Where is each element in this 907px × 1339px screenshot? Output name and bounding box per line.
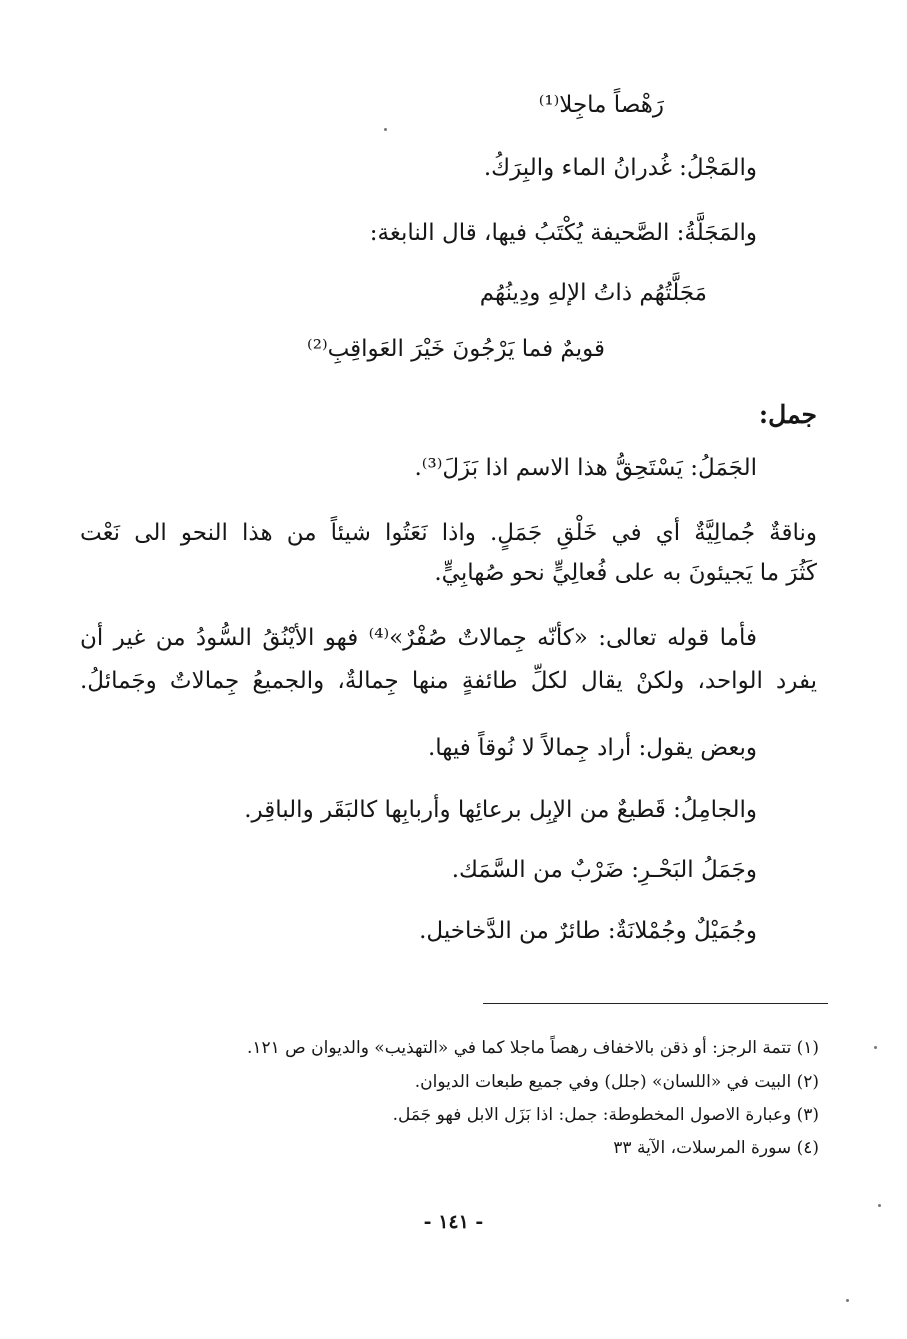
scan-speck <box>874 1046 877 1049</box>
body-line-9: وبعض يقول: أراد جِمالاً لا نُوقاً فيها. <box>427 735 757 761</box>
page-number: - ١٤١ - <box>423 1211 484 1233</box>
body-line-1: رَهْصاً ماجِلا⁽¹⁾ <box>538 92 664 118</box>
verse-hemistich-1: مَجَلَّتُهُم ذاتُ الإلهِ ودِينُهُم <box>479 280 707 306</box>
footnote-1: (١) تتمة الرجز: أو ذقن بالاخفاف رهصاً ماجلا كما في «التهذيب» والديوان ص ١٢١. <box>246 1038 819 1058</box>
body-line-4: الجَمَلُ: يَسْتَحِقُّ هذا الاسم اذا بَزَلَ⁽³⁾. <box>414 455 757 481</box>
entry-heading: جمل: <box>758 400 817 429</box>
body-line-2: والمَجْلُ: غُدرانُ الماء والبِرَكُ. <box>483 155 757 181</box>
scan-speck <box>878 1204 881 1207</box>
scan-speck <box>846 1299 849 1302</box>
footnote-3: (٣) وعبارة الاصول المخطوطة: جمل: اذا بَزَل الابل فهو جَمَل. <box>392 1105 819 1125</box>
body-line-6: كَثُرَ ما يَجيئونَ به على فُعالِيٍّ نحو صُهابِيٍّ. <box>434 560 817 586</box>
body-line-11: وجَمَلُ البَحْـرِ: ضَرْبٌ من السَّمَك. <box>451 857 757 883</box>
footnote-divider <box>483 1003 828 1004</box>
body-line-5: وناقةٌ جُمالِيَّةٌ أي في خَلْقِ جَمَلٍ. واذا نَعَتُوا شيئاً من هذا النحو الى نَعْت <box>80 520 817 546</box>
body-line-8: يفرد الواحد، ولكنْ يقال لكلِّ طائفةٍ منها جِمالةٌ، والجميعُ جِمالاتٌ وجَمائلُ. <box>80 668 817 694</box>
body-line-3: والمَجَلَّةُ: الصَّحيفة يُكْتَبُ فيها، قال النابغة: <box>369 220 757 246</box>
footnote-2: (٢) البيت في «اللسان» (جلل) وفي جميع طبعات الديوان. <box>414 1072 819 1092</box>
body-line-12: وجُمَيْلٌ وجُمْلانَةٌ: طائرٌ من الدَّخاخيل. <box>419 918 757 944</box>
body-line-10: والجامِلُ: قَطيعٌ من الإبِل برعائِها وأربابِها كالبَقَر والباقِر. <box>244 797 757 823</box>
verse-hemistich-2: قويمٌ فما يَرْجُونَ خَيْرَ العَواقِبِ⁽²⁾ <box>307 336 605 362</box>
footnote-4: (٤) سورة المرسلات، الآية ٣٣ <box>613 1138 819 1158</box>
body-line-7: فأما قوله تعالى: «كأنّه جِمالاتٌ صُفْرٌ»⁽⁴⁾ فهو الأيْنُقُ السُّودُ من غير أن <box>80 625 757 651</box>
scan-speck <box>384 128 387 131</box>
